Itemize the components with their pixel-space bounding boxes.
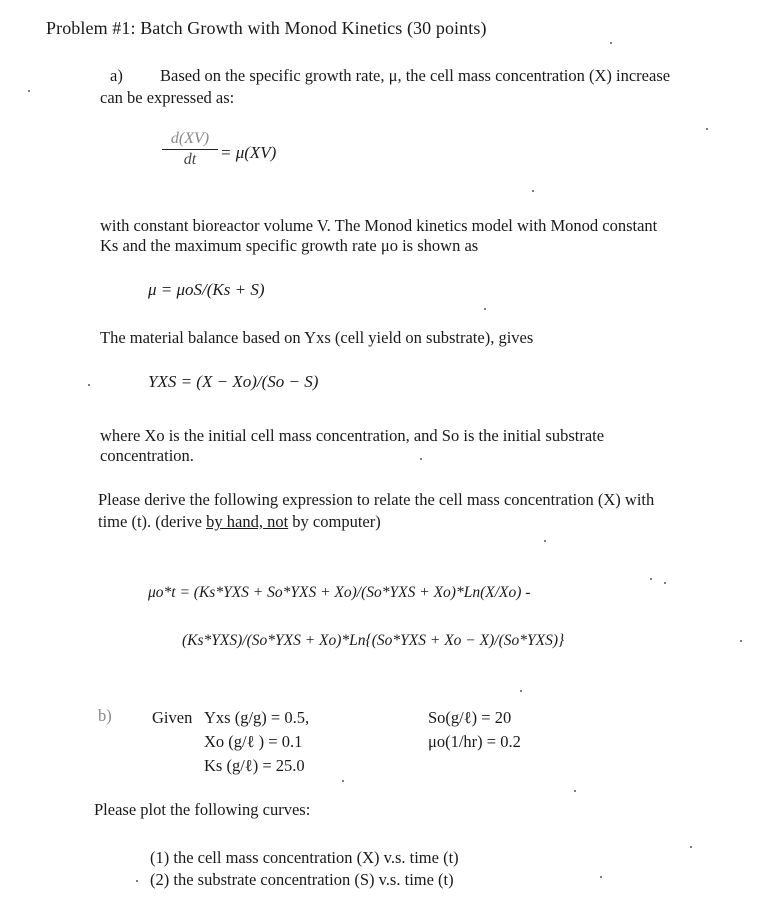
part-a-line-9 (98, 512, 381, 532)
fraction-bar (162, 149, 218, 150)
scan-speck (484, 308, 486, 310)
curve-2: (2) the substrate concentration (S) v.s. time (t) (150, 870, 454, 889)
part-b-label: b) (98, 706, 112, 725)
given-label: Given (152, 708, 193, 727)
part-a-line-1: Based on the specific growth rate, μ, the cell mass concentration (X) increase (160, 66, 671, 85)
scan-speck (664, 582, 666, 584)
part-a-line-2: can be expressed as: (100, 88, 235, 107)
part-a-line-8: Please derive the following expression to relate the cell mass concentration (X) with (98, 490, 655, 509)
scan-speck (520, 690, 522, 692)
equation-1-denominator: dt (183, 151, 197, 168)
equation-monod: μ = μoS/(Ks + S) (148, 280, 265, 299)
scan-speck (650, 578, 652, 580)
scan-speck (88, 384, 90, 386)
equation-1-rhs: = μ(XV) (220, 143, 277, 162)
curve-1: (1) the cell mass concentration (X) v.s. time (t) (150, 848, 459, 867)
part-a-line-4: Ks and the maximum specific growth rate μo is shown as (100, 236, 479, 255)
scan-speck (600, 876, 602, 878)
scan-speck (740, 640, 742, 642)
scan-speck (136, 880, 138, 882)
scan-speck (544, 540, 546, 542)
scan-speck (610, 42, 612, 44)
given-yxs: Yxs (g/g) = 0.5, (204, 708, 310, 727)
equation-yield: YXS = (X − Xo)/(So − S) (148, 372, 319, 391)
part-a-line-5: The material balance based on Yxs (cell yield on substrate), gives (100, 328, 534, 347)
part-a-line-3: with constant bioreactor volume V. The Monod kinetics model with Monod constant (100, 216, 658, 235)
scan-speck (420, 458, 422, 460)
part-a-line-6: where Xo is the initial cell mass concentration, and So is the initial substrate (100, 426, 605, 445)
equation-derivation-2: (Ks*YXS)/(So*YXS + Xo)*Ln{(So*YXS + Xo − X)/(So*YXS)} (182, 632, 565, 649)
scan-speck (690, 846, 692, 848)
scan-speck (574, 790, 576, 792)
problem-title: Problem #1: Batch Growth with Monod Kinetics (30 points) (46, 18, 487, 38)
given-mu: μo(1/hr) = 0.2 (428, 732, 521, 751)
part-a-line-9-end: by computer) (288, 512, 381, 531)
equation-1-fraction (162, 130, 218, 169)
scan-speck (28, 90, 30, 92)
equation-derivation-1: μo*t = (Ks*YXS + So*YXS + Xo)/(So*YXS + Xo)*Ln(X/Xo) - (148, 584, 531, 601)
plot-instructions: Please plot the following curves: (94, 800, 311, 819)
given-xo: Xo (g/ℓ ) = 0.1 (204, 732, 303, 751)
scan-speck (706, 128, 708, 130)
equation-1-numerator: d(XV) (170, 130, 210, 147)
scan-speck (342, 780, 344, 782)
part-a-line-9-start: time (t). (derive (98, 512, 207, 531)
given-so: So(g/ℓ) = 20 (428, 708, 512, 727)
given-ks: Ks (g/ℓ) = 25.0 (204, 756, 305, 775)
part-a-line-7: concentration. (100, 446, 194, 465)
scan-speck (532, 190, 534, 192)
part-a-label: a) (110, 66, 123, 85)
part-a-line-9-underlined: by hand, not (206, 512, 289, 531)
